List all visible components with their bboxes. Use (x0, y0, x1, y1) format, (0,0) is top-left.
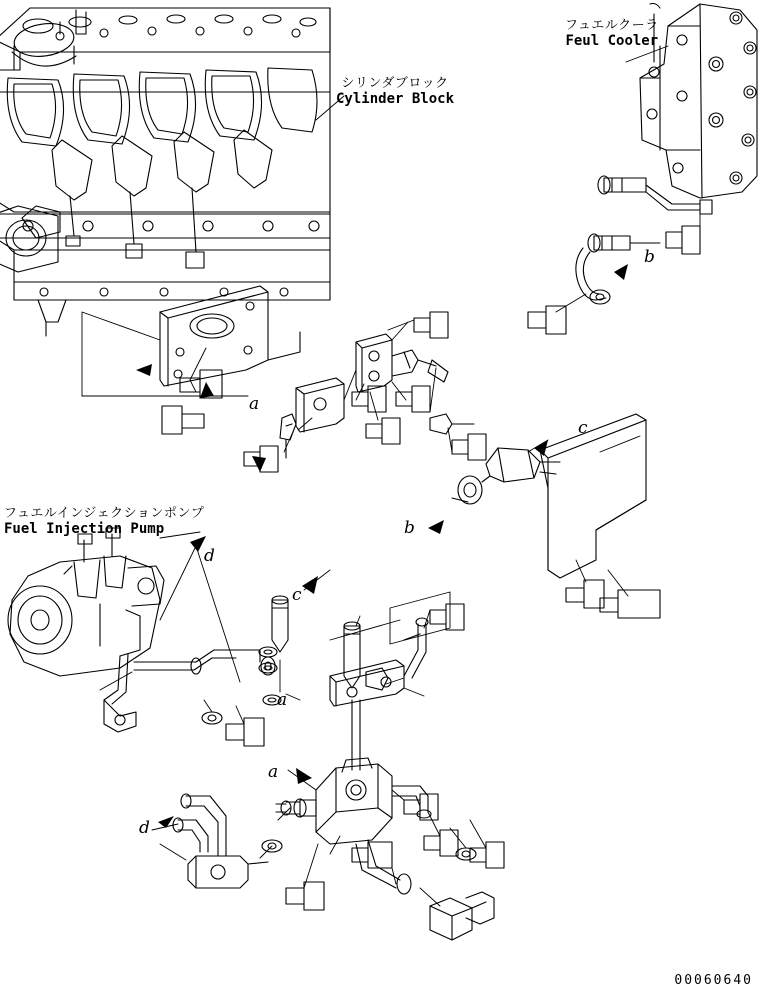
lower-left-pipe-art (173, 794, 324, 910)
label-fuel-injection-pump-jp: フュエルインジェクションポンプ (4, 506, 205, 521)
label-fuel-cooler-jp: フュエルクーラ (565, 18, 659, 33)
fuel-injection-pump-art (8, 528, 164, 732)
mounting-bracket-art (160, 286, 300, 386)
callout-c-1: c (578, 418, 588, 438)
cooler-fuel-line-art (528, 176, 712, 334)
callout-d-2: d (139, 818, 150, 838)
guard-plate-art (540, 414, 646, 578)
bottom-sensor-art (430, 892, 494, 940)
label-cylinder-block-en: Cylinder Block (336, 91, 455, 107)
cylinder-block-art (0, 8, 330, 336)
callout-b-1: b (644, 247, 655, 267)
callout-a-3: a (268, 762, 279, 782)
bracket-bolts-left-art (162, 370, 278, 472)
callout-b-2: b (404, 518, 415, 538)
pump-bolts-art (202, 712, 264, 746)
callout-d-1: d (204, 546, 215, 566)
callout-a-2: a (277, 690, 288, 710)
callout-c-2: c (292, 585, 302, 605)
center-bolts-art (352, 312, 486, 460)
label-fuel-injection-pump (4, 502, 204, 537)
label-cylinder-block-jp: シリンダブロック (341, 76, 449, 91)
pump-outlet-pipe-art (134, 650, 281, 705)
label-fuel-cooler (565, 14, 659, 49)
callout-a-1: a (249, 394, 260, 414)
label-fuel-cooler-en: Feul Cooler (565, 33, 659, 49)
label-cylinder-block (336, 72, 454, 107)
drawing-number: 00060640 (674, 973, 753, 988)
label-fuel-injection-pump-en: Fuel Injection Pump (4, 521, 165, 537)
guard-bolts-art (566, 580, 660, 618)
mid-fitting-assembly-art (259, 596, 464, 770)
